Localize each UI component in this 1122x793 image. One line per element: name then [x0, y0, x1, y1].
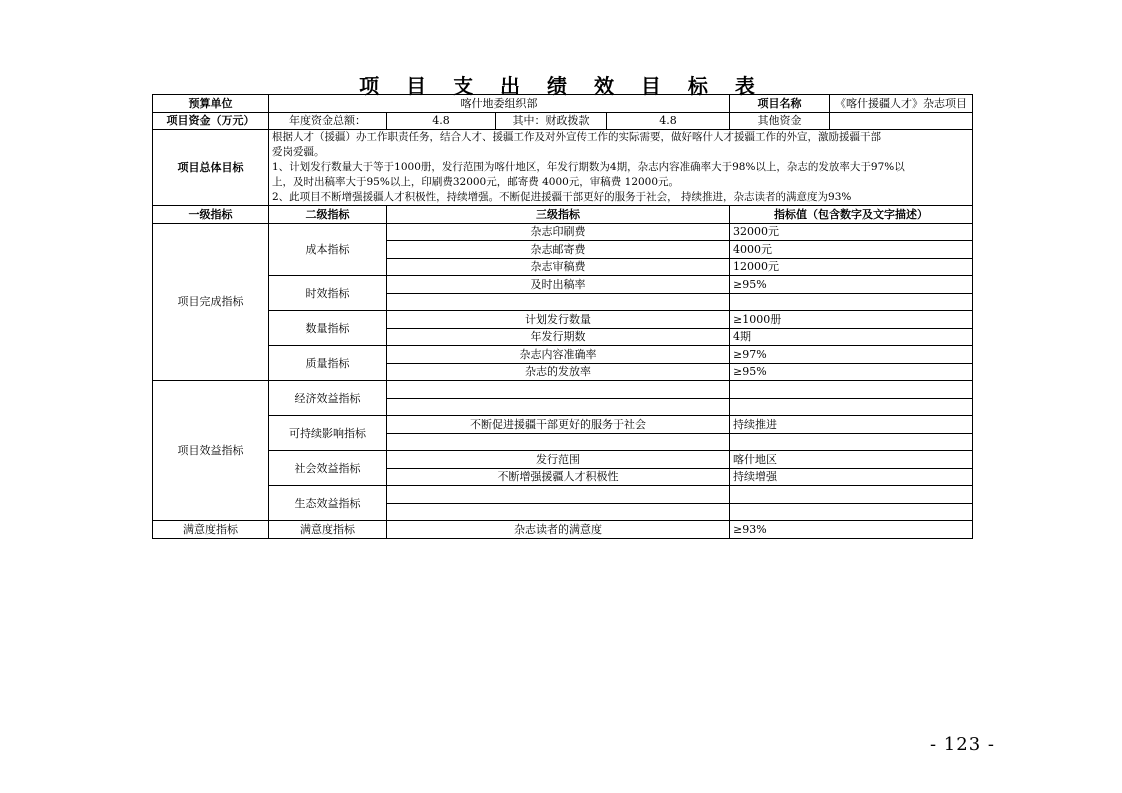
level2-indicator: 经济效益指标 [269, 381, 387, 416]
indicator-value: 12000元 [730, 258, 973, 276]
level3-indicator: 计划发行数量 [387, 311, 730, 329]
table-row [153, 223, 973, 241]
indicator-value [730, 381, 973, 399]
level3-indicator: 年发行期数 [387, 328, 730, 346]
level3-indicator [387, 381, 730, 399]
table-row [153, 346, 973, 364]
other-funds-label: 其他资金 [730, 112, 830, 130]
level1-indicator: 项目效益指标 [153, 381, 269, 521]
goal-line: 根据人才（援疆）办工作职责任务，结合人才、援疆工作及对外宣传工作的实际需要，做好喀什人才援疆工作的外宣，激励援疆干部 [272, 131, 881, 143]
level3-indicator: 杂志读者的满意度 [387, 521, 730, 539]
page-title: 项 目 支 出 绩 效 目 标 表 [359, 74, 765, 98]
overall-goal-label: 项目总体目标 [153, 130, 269, 206]
level2-indicator: 满意度指标 [269, 521, 387, 539]
table-row [153, 521, 973, 539]
indicator-value: ≥95% [730, 363, 973, 381]
level3-indicator [387, 398, 730, 416]
goal-line: 爱岗爱疆。 [272, 146, 325, 158]
project-name-value: 《喀什援疆人才》杂志项目 [830, 95, 973, 113]
level3-indicator: 发行范围 [387, 451, 730, 469]
indicator-value: 32000元 [730, 223, 973, 241]
level3-indicator: 杂志印刷费 [387, 223, 730, 241]
table-row [153, 486, 973, 504]
level2-indicator: 时效指标 [269, 276, 387, 311]
header-level3: 三级指标 [387, 206, 730, 224]
indicator-value: ≥95% [730, 276, 973, 294]
annual-total-amount: 4.8 [432, 114, 450, 128]
level3-indicator: 杂志邮寄费 [387, 241, 730, 259]
indicator-value: 4期 [730, 328, 973, 346]
indicator-value [730, 398, 973, 416]
overall-goal-text [269, 130, 973, 206]
funds-label: 项目资金（万元） [153, 112, 269, 130]
table-row [153, 381, 973, 399]
level3-indicator [387, 486, 730, 504]
page-number: - 123 - [930, 734, 995, 755]
goal-line: 2、此项目不断增强援疆人才积极性，持续增强。不断促进援疆干部更好的服务于社会， 持续推进，杂志读者的满意度为93% [272, 191, 852, 203]
level3-indicator: 不断促进援疆干部更好的服务于社会 [387, 416, 730, 434]
table-row [153, 130, 973, 206]
level2-indicator: 数量指标 [269, 311, 387, 346]
fiscal-value: 4.8 [659, 113, 677, 127]
level2-indicator: 社会效益指标 [269, 451, 387, 486]
project-name-label: 项目名称 [730, 95, 830, 113]
indicator-value: 4000元 [730, 241, 973, 259]
fiscal-cell [496, 112, 730, 130]
level1-indicator: 项目完成指标 [153, 223, 269, 381]
level2-indicator: 成本指标 [269, 223, 387, 276]
level1-indicator: 满意度指标 [153, 521, 269, 539]
indicator-value: 喀什地区 [730, 451, 973, 469]
table-row [153, 112, 973, 130]
goal-line: 1、计划发行数量大于等于1000册，发行范围为喀什地区，年发行期数为4期，杂志内容准确率大于98%以上，杂志的发放率大于97%以 [272, 161, 905, 173]
indicator-value [730, 433, 973, 451]
header-row [153, 206, 973, 224]
level3-indicator [387, 433, 730, 451]
table-row [153, 416, 973, 434]
annual-total-label: 年度资金总额： [269, 112, 387, 130]
table-row [153, 95, 973, 113]
other-funds-value [830, 112, 973, 130]
level3-indicator [387, 503, 730, 521]
fiscal-label: 其中：财政拨款 [496, 113, 607, 130]
level3-indicator [387, 293, 730, 311]
indicator-value [730, 293, 973, 311]
level2-indicator: 可持续影响指标 [269, 416, 387, 451]
budget-unit-label: 预算单位 [153, 95, 269, 113]
indicator-value: ≥1000册 [730, 311, 973, 329]
level3-indicator: 杂志内容准确率 [387, 346, 730, 364]
level3-indicator: 杂志审稿费 [387, 258, 730, 276]
indicator-value: 持续推进 [730, 416, 973, 434]
indicator-value: ≥93% [730, 521, 973, 539]
indicator-value: 持续增强 [730, 468, 973, 486]
indicator-value: ≥97% [730, 346, 973, 364]
level2-indicator: 质量指标 [269, 346, 387, 381]
header-value: 指标值（包含数字及文字描述） [730, 206, 973, 224]
level3-indicator: 不断增强援疆人才积极性 [387, 468, 730, 486]
table-row [153, 276, 973, 294]
table-row [153, 311, 973, 329]
annual-total-value [387, 112, 496, 130]
level2-indicator: 生态效益指标 [269, 486, 387, 521]
header-level1: 一级指标 [153, 206, 269, 224]
table-row [153, 451, 973, 469]
indicator-value [730, 486, 973, 504]
indicator-value [730, 503, 973, 521]
level3-indicator: 及时出稿率 [387, 276, 730, 294]
budget-unit-value: 喀什地委组织部 [269, 95, 730, 113]
header-level2: 二级指标 [269, 206, 387, 224]
performance-target-table [152, 94, 973, 539]
goal-line: 上，及时出稿率大于95%以上，印刷费32000元，邮寄费 4000元，审稿费 12000元。 [272, 176, 680, 188]
level3-indicator: 杂志的发放率 [387, 363, 730, 381]
